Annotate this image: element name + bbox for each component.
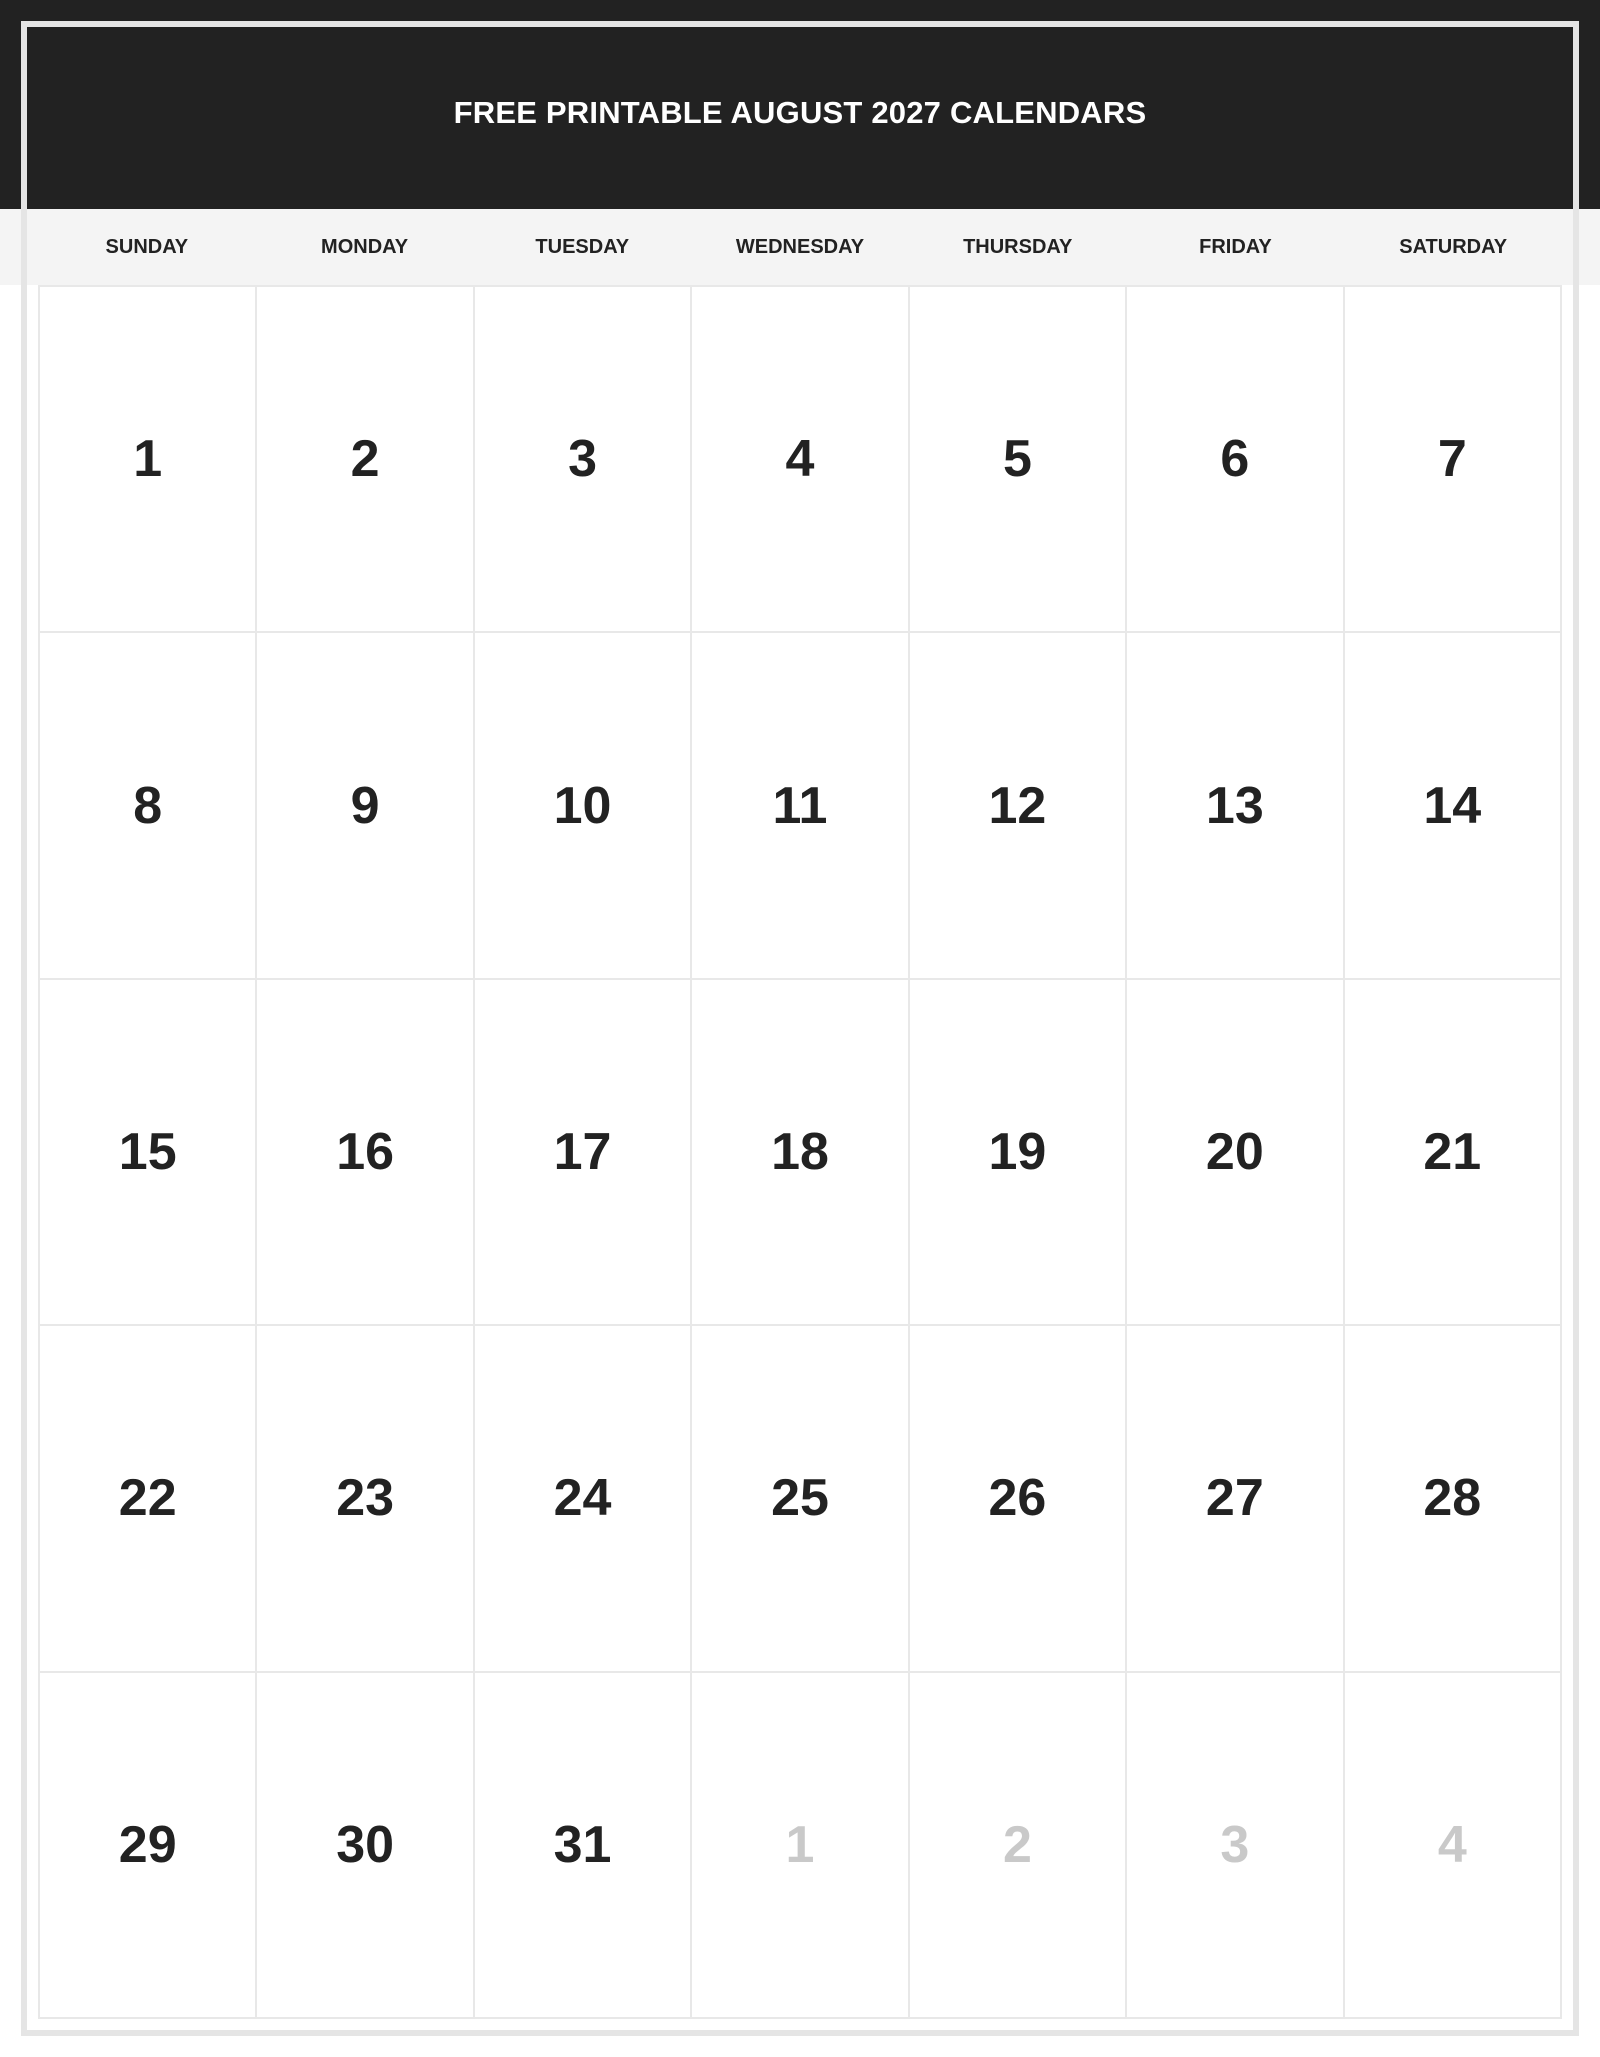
calendar-day-cell: 16 xyxy=(257,980,474,1326)
calendar-day-cell: 13 xyxy=(1127,633,1344,979)
calendar-day-cell: 4 xyxy=(692,287,909,633)
page-title: FREE PRINTABLE AUGUST 2027 CALENDARS xyxy=(453,95,1147,130)
calendar-day-cell-next-month: 1 xyxy=(692,1673,909,2019)
calendar-day-cell: 24 xyxy=(475,1326,692,1672)
weekday-sunday: SUNDAY xyxy=(105,235,189,258)
weekday-tuesday: TUESDAY xyxy=(535,235,630,258)
calendar-day-cell: 26 xyxy=(910,1326,1127,1672)
calendar-day-cell: 20 xyxy=(1127,980,1344,1326)
calendar-day-cell: 25 xyxy=(692,1326,909,1672)
calendar-day-cell-next-month: 4 xyxy=(1345,1673,1562,2019)
calendar-day-cell: 30 xyxy=(257,1673,474,2019)
calendar-day-cell: 28 xyxy=(1345,1326,1562,1672)
calendar-frame xyxy=(21,21,1579,2036)
calendar-day-cell: 12 xyxy=(910,633,1127,979)
weekday-friday: FRIDAY xyxy=(1199,235,1272,258)
calendar-day-cell: 29 xyxy=(40,1673,257,2019)
weekday-saturday: SATURDAY xyxy=(1399,235,1508,258)
calendar-day-cell-next-month: 2 xyxy=(910,1673,1127,2019)
weekday-monday: MONDAY xyxy=(321,235,409,258)
calendar-day-cell: 2 xyxy=(257,287,474,633)
weekday-wednesday: WEDNESDAY xyxy=(735,235,865,258)
calendar-day-cell: 5 xyxy=(910,287,1127,633)
weekday-thursday: THURSDAY xyxy=(963,235,1073,258)
calendar-day-cell: 15 xyxy=(40,980,257,1326)
calendar-day-cell: 9 xyxy=(257,633,474,979)
calendar-day-cell-next-month: 3 xyxy=(1127,1673,1344,2019)
calendar-day-cell: 11 xyxy=(692,633,909,979)
calendar-day-cell: 19 xyxy=(910,980,1127,1326)
calendar-day-cell: 17 xyxy=(475,980,692,1326)
calendar-day-cell: 7 xyxy=(1345,287,1562,633)
calendar-day-cell: 1 xyxy=(40,287,257,633)
calendar-day-cell: 14 xyxy=(1345,633,1562,979)
calendar-day-cell: 22 xyxy=(40,1326,257,1672)
calendar-day-cell: 6 xyxy=(1127,287,1344,633)
calendar-day-cell: 31 xyxy=(475,1673,692,2019)
calendar-day-cell: 21 xyxy=(1345,980,1562,1326)
calendar-day-cell: 8 xyxy=(40,633,257,979)
calendar-day-cell: 3 xyxy=(475,287,692,633)
calendar-day-cell: 27 xyxy=(1127,1326,1344,1672)
calendar-day-cell: 10 xyxy=(475,633,692,979)
calendar-day-cell: 23 xyxy=(257,1326,474,1672)
calendar-day-cell: 18 xyxy=(692,980,909,1326)
